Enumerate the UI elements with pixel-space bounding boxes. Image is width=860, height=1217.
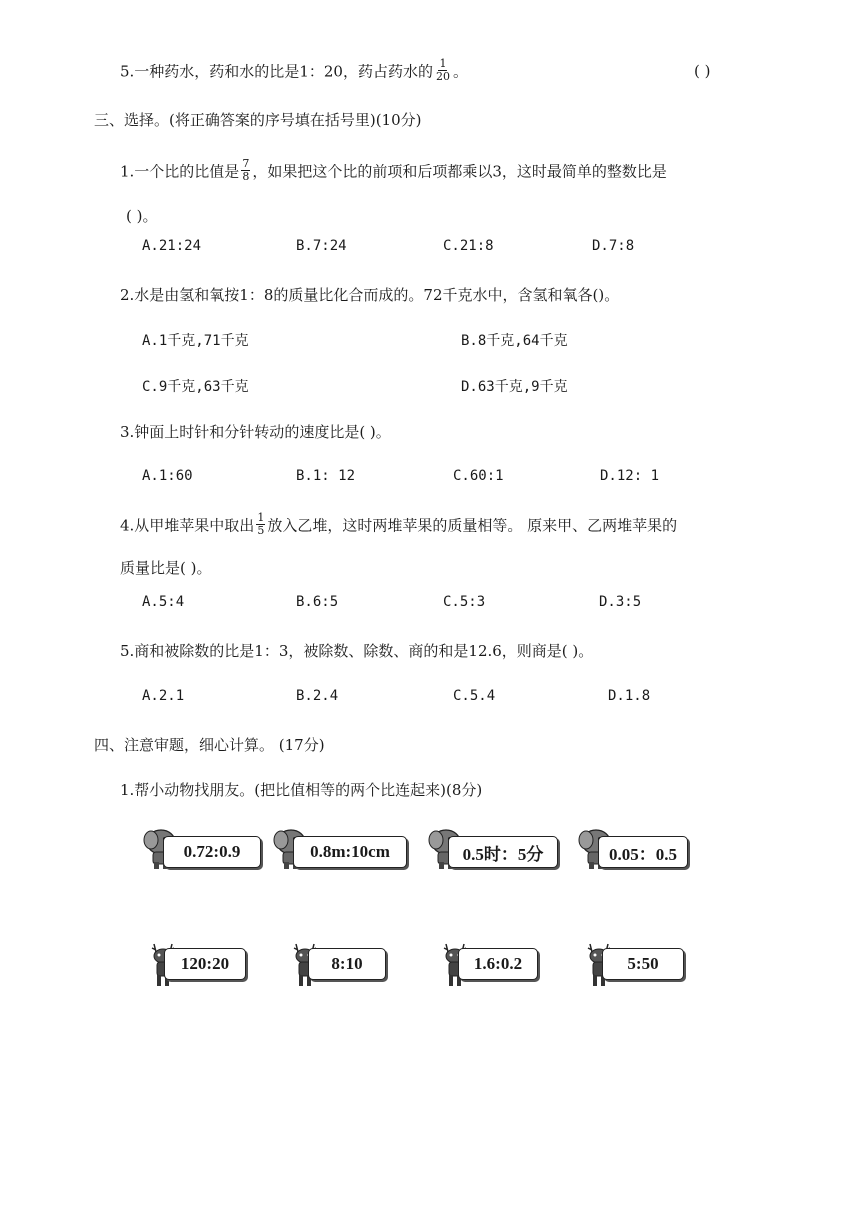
ratio-label: 5:50 [602,948,684,980]
option-c[interactable]: C.5:3 [443,594,486,610]
question-4: 4.从甲堆苹果中取出 $\frac{1}{5}$ 放入乙堆，这时两堆苹果的质量相等。 原来甲、乙两堆苹果的 [120,511,678,537]
option-c[interactable]: C.60:1 [453,468,504,484]
option-a[interactable]: A.5:4 [142,594,185,610]
option-a[interactable]: A.21:24 [142,238,202,254]
option-b[interactable]: B.7:24 [296,238,347,254]
option-d[interactable]: D.7:8 [592,238,635,254]
fraction: $\frac{1}{20}$ [435,57,450,83]
section-4-heading: 四、注意审题，细心计算。 (17分) [94,736,325,754]
option-c[interactable]: C.21:8 [443,238,494,254]
question-4-line2: 质量比是( )。 [120,559,212,577]
option-c[interactable]: C.5.4 [453,688,496,704]
option-b[interactable]: B.2.4 [296,688,339,704]
option-b[interactable]: B.6:5 [296,594,339,610]
question-1: 1.一个比的比值是 $\frac{7}{8}$ ，如果把这个比的前项和后项都乘以3，这时最简单的整数比是 [120,157,667,183]
option-d[interactable]: D.3:5 [599,594,642,610]
matching-instruction: 1.帮小动物找朋友。(把比值相等的两个比连起来)(8分) [120,781,483,799]
option-a[interactable]: A.1千克,71千克 [142,333,249,349]
option-a[interactable]: A.1:60 [142,468,193,484]
ratio-label: 0.05：0.5 [598,836,688,868]
section-3-heading: 三、选择。(将正确答案的序号填在括号里)(10分) [94,111,422,129]
deer-card-4[interactable] [582,946,686,982]
option-b[interactable]: B.8千克,64千克 [461,333,568,349]
question-2: 2.水是由氢和氧按1：8的质量比化合而成的。72千克水中，含氢和氧各()。 [120,286,620,304]
option-d[interactable]: D.63千克,9千克 [461,379,568,395]
option-d[interactable]: D.12: 1 [600,468,660,484]
ratio-label: 8:10 [308,948,386,980]
elephant-card-2[interactable] [273,832,413,868]
deer-card-2[interactable] [288,946,388,982]
ratio-label: 0.8m:10cm [293,836,407,868]
elephant-card-1[interactable] [143,832,263,868]
ratio-label: 120:20 [164,948,246,980]
question-5-judge: 5.一种药水，药和水的比是1：20，药占药水的 $\frac{1}{20}$ 。 [120,57,468,83]
answer-bracket[interactable]: ( ) [694,62,711,80]
elephant-card-4[interactable] [578,832,688,868]
elephant-card-3[interactable] [428,832,563,868]
fraction: $\frac{7}{8}$ [242,157,250,183]
option-a[interactable]: A.2.1 [142,688,185,704]
option-c[interactable]: C.9千克,63千克 [142,379,249,395]
question-1-line2: ( )。 [126,207,158,225]
question-3: 3.钟面上时针和分针转动的速度比是( )。 [120,423,391,441]
option-b[interactable]: B.1: 12 [296,468,356,484]
ratio-label: 0.5时：5分 [448,836,558,868]
ratio-label: 1.6:0.2 [458,948,538,980]
question-5: 5.商和被除数的比是1：3，被除数、除数、商的和是12.6，则商是( )。 [120,642,594,660]
deer-card-3[interactable] [438,946,540,982]
deer-card-1[interactable] [146,946,248,982]
option-d[interactable]: D.1.8 [608,688,651,704]
ratio-label: 0.72:0.9 [163,836,261,868]
fraction: $\frac{1}{5}$ [257,511,265,537]
